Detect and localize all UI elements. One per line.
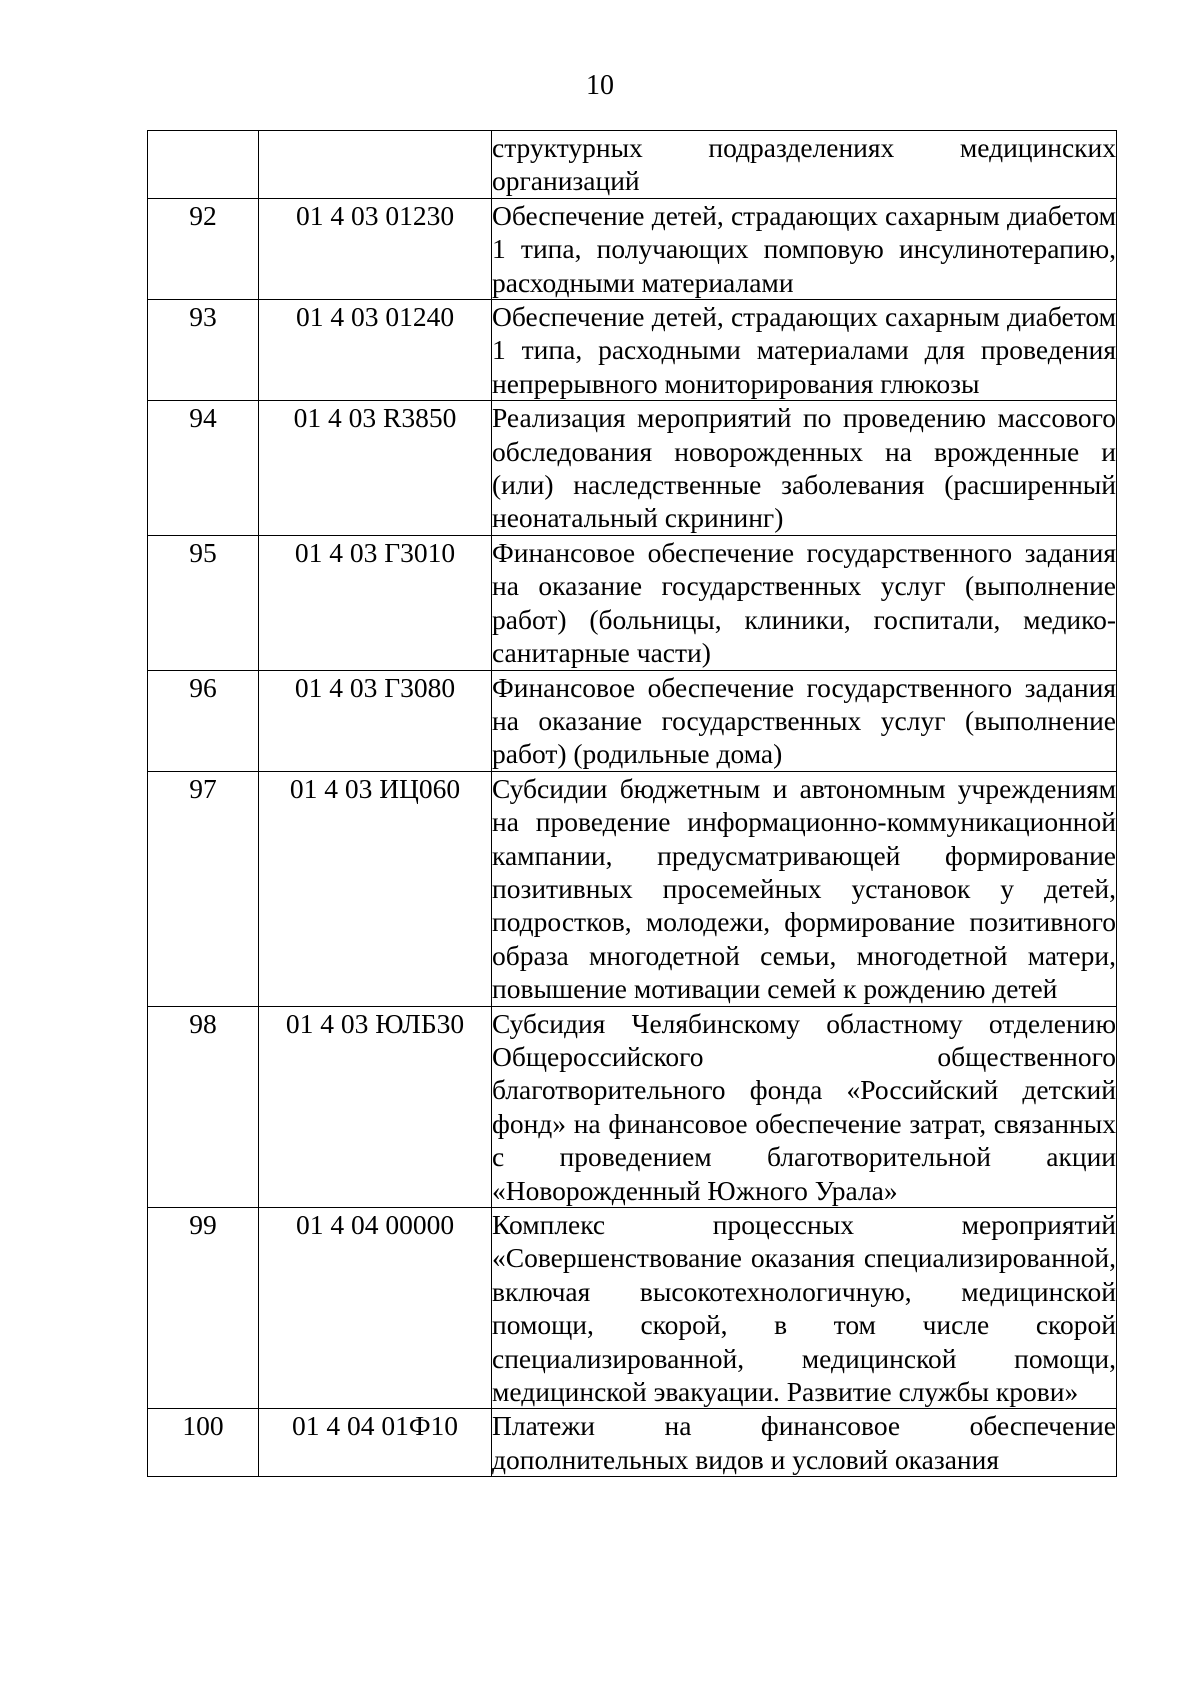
description-cell: Финансовое обеспечение государственного задания на оказание государственных услуг (выполнение работ) (родильные дома)	[492, 671, 1116, 770]
row-number-cell: 98	[148, 1006, 259, 1207]
table-row	[148, 1006, 1117, 1207]
description-cell: Обеспечение детей, страдающих сахарным диабетом 1 типа, расходными материалами для проведения непрерывного мониторирования глюкозы	[492, 301, 1116, 399]
budget-code-cell: 01 4 04 01Ф10	[259, 1409, 492, 1477]
table-row	[148, 300, 1117, 401]
table-row	[148, 131, 1117, 199]
budget-code-cell: 01 4 03 R3850	[259, 401, 492, 536]
row-number-cell: 100	[148, 1409, 259, 1477]
row-number-cell: 99	[148, 1208, 259, 1409]
description-cell: Реализация мероприятий по проведению массового обследования новорожденных на врожденные и (или) наследственные заболевания (расширенный неонатальный скрининг)	[492, 402, 1116, 534]
row-number-cell: 96	[148, 670, 259, 771]
budget-code-cell: 01 4 03 01230	[259, 198, 492, 299]
row-number-cell: 95	[148, 535, 259, 670]
budget-code-cell: 01 4 03 ЮЛБ30	[259, 1006, 492, 1207]
table-row	[148, 1208, 1117, 1409]
budget-code-cell: 01 4 03 01240	[259, 300, 492, 401]
table-row	[148, 401, 1117, 536]
budget-code-cell	[259, 131, 492, 199]
row-number-cell: 94	[148, 401, 259, 536]
description-cell: Платежи на финансовое обеспечение дополнительных видов и условий оказания	[492, 1410, 1116, 1475]
table-row	[148, 670, 1117, 771]
row-number-cell	[148, 131, 259, 199]
budget-code-cell: 01 4 04 00000	[259, 1208, 492, 1409]
table-row	[148, 771, 1117, 1006]
description-cell: структурных подразделениях медицинских организаций	[492, 132, 1116, 197]
row-number-cell: 97	[148, 771, 259, 1006]
description-cell: Субсидии бюджетным и автономным учреждениям на проведение информационно-коммуникационной кампании, предусматривающей формирование позитивных просемейных установок у детей, подростков, молодежи, формирование позитивного образа многодетной семьи, многодетной матери, повышение мотивации семей к рождению детей	[492, 772, 1116, 1005]
description-cell: Комплекс процессных мероприятий «Совершенствование оказания специализированной, включая высокотехнологичную, медицинской помощи, скорой, в том числе скорой специализированной, медицинской помощи, медицинской эвакуации. Развитие службы крови»	[492, 1209, 1116, 1408]
table-row	[148, 1409, 1117, 1477]
page-number: 10	[586, 70, 614, 101]
description-cell: Финансовое обеспечение государственного задания на оказание государственных услуг (выполнение работ) (больницы, клиники, госпитали, медико-санитарные части)	[492, 536, 1116, 669]
budget-code-cell: 01 4 03 ИЦ060	[259, 771, 492, 1006]
description-cell: Обеспечение детей, страдающих сахарным диабетом 1 типа, получающих помповую инсулинотерапию, расходными материалами	[492, 199, 1116, 298]
budget-codes-table	[147, 130, 1117, 1477]
table-row	[148, 198, 1117, 299]
budget-code-cell: 01 4 03 Г3010	[259, 535, 492, 670]
row-number-cell: 92	[148, 198, 259, 299]
row-number-cell: 93	[148, 300, 259, 401]
table-row	[148, 535, 1117, 670]
description-cell: Субсидия Челябинскому областному отделению Общероссийского общественного благотворительного фонда «Российский детский фонд» на финансовое обеспечение затрат, связанных с проведением благотворительной акции «Новорожденный Южного Урала»	[492, 1007, 1116, 1206]
budget-code-cell: 01 4 03 Г3080	[259, 670, 492, 771]
